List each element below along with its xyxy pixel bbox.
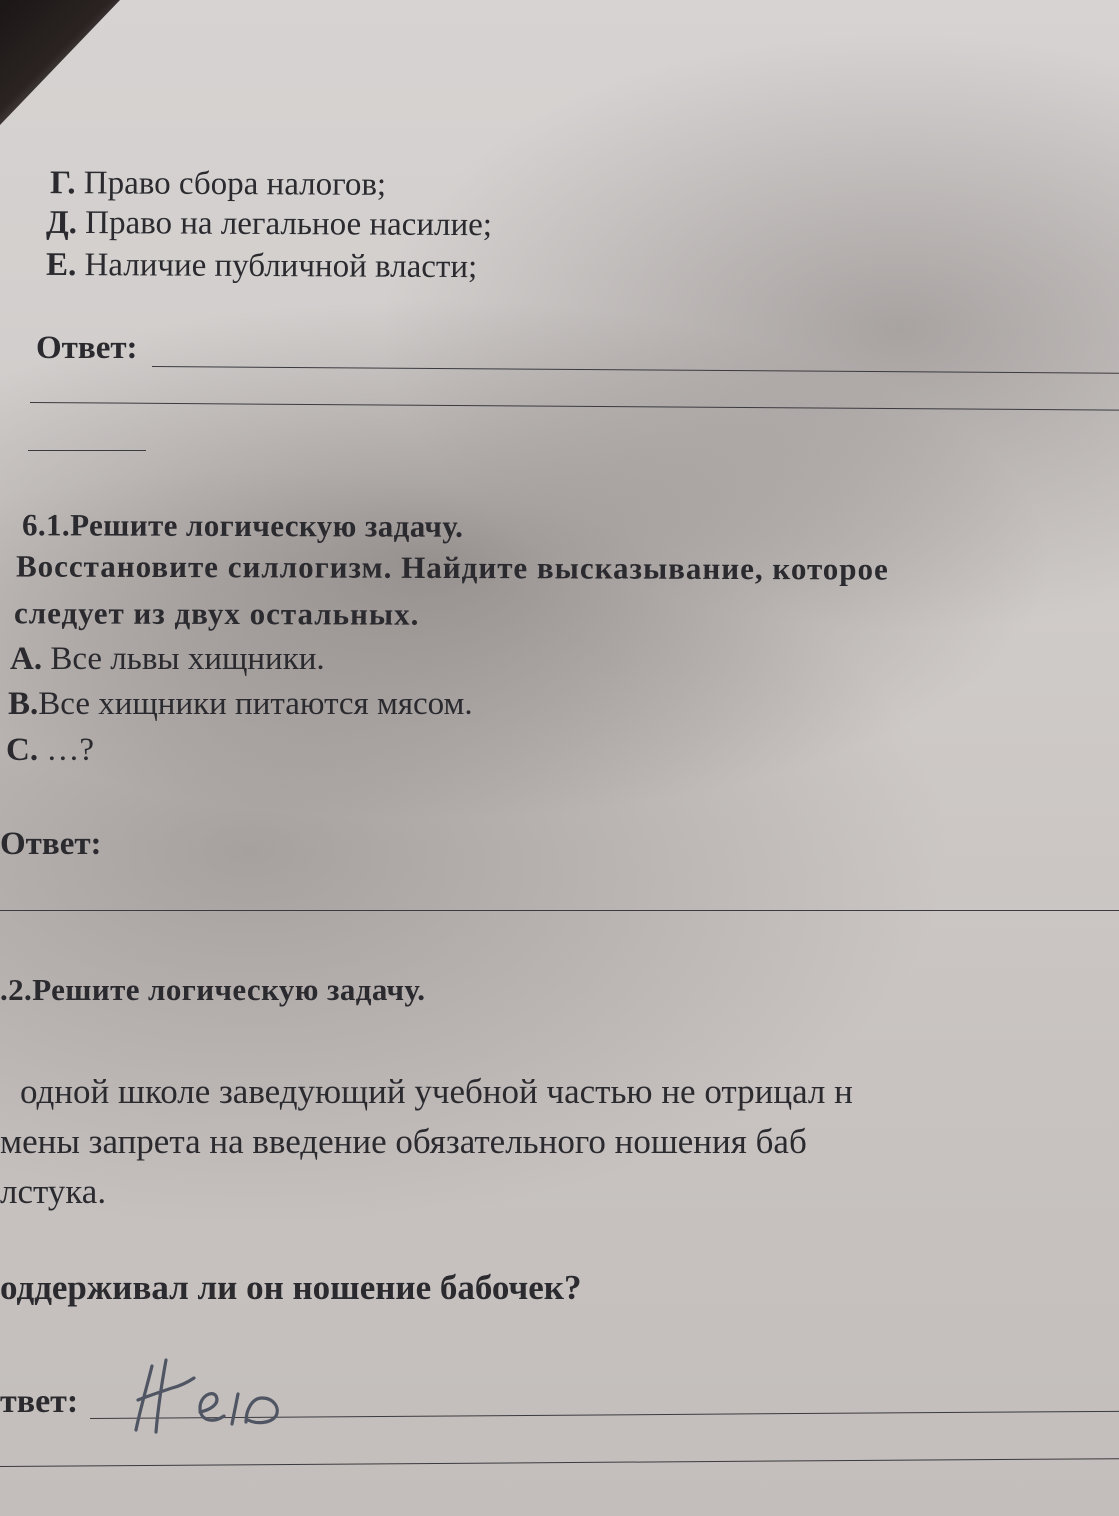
option-d <box>45 204 493 244</box>
task-61-desc-line1: Восстановите силлогизм. Найдите высказывание, которое <box>15 548 889 587</box>
option-g <box>50 167 386 202</box>
answer-line-62b[interactable] <box>0 1458 1119 1467</box>
option-letter: Г. <box>49 165 76 202</box>
task-61-desc-line2: следует из двух остальных. <box>13 595 420 632</box>
statement-c <box>6 734 94 767</box>
statement-letter: А. <box>10 641 43 677</box>
option-e <box>45 246 478 286</box>
statement-text: …? <box>38 732 94 768</box>
answer-label-61: Ответ: <box>0 826 102 862</box>
option-text: Право на легальное насилие; <box>76 204 493 244</box>
handwritten-answer <box>128 1352 298 1442</box>
statement-a <box>10 643 325 676</box>
task-62-body-line2: мены запрета на введение обязательного ношения баб <box>0 1122 807 1161</box>
answer-line-1b[interactable] <box>30 402 1119 411</box>
option-text: Право сбора налогов; <box>75 165 387 203</box>
option-letter: Е. <box>45 246 77 284</box>
answer-line-1a[interactable] <box>152 366 1119 374</box>
task-61-title: 6.1.Решите логическую задачу. <box>21 507 464 544</box>
corner-shadow <box>0 0 120 125</box>
answer-label-62: твет: <box>0 1383 79 1420</box>
statement-b <box>8 688 473 721</box>
handwritten-answer-drawing <box>128 1352 298 1442</box>
answer-line-61[interactable] <box>0 910 1119 911</box>
option-letter: Д. <box>45 204 78 241</box>
statement-letter: В. <box>8 686 39 722</box>
statement-text: Все львы хищники. <box>42 641 325 677</box>
task-62-question: оддерживал ли он ношение бабочек? <box>0 1268 582 1307</box>
option-text: Наличие публичной власти; <box>76 247 478 286</box>
answer-label-1: Ответ: <box>36 330 138 366</box>
answer-line-1c[interactable] <box>28 450 146 451</box>
task-62-body-line3: лстука. <box>0 1172 107 1211</box>
statement-text: Все хищники питаются мясом. <box>38 686 473 722</box>
task-62-title: .2.Решите логическую задачу. <box>0 972 426 1007</box>
statement-letter: С. <box>6 732 39 768</box>
task-62-body-line1: одной школе заведующий учебной частью не отрицал н <box>20 1072 853 1111</box>
